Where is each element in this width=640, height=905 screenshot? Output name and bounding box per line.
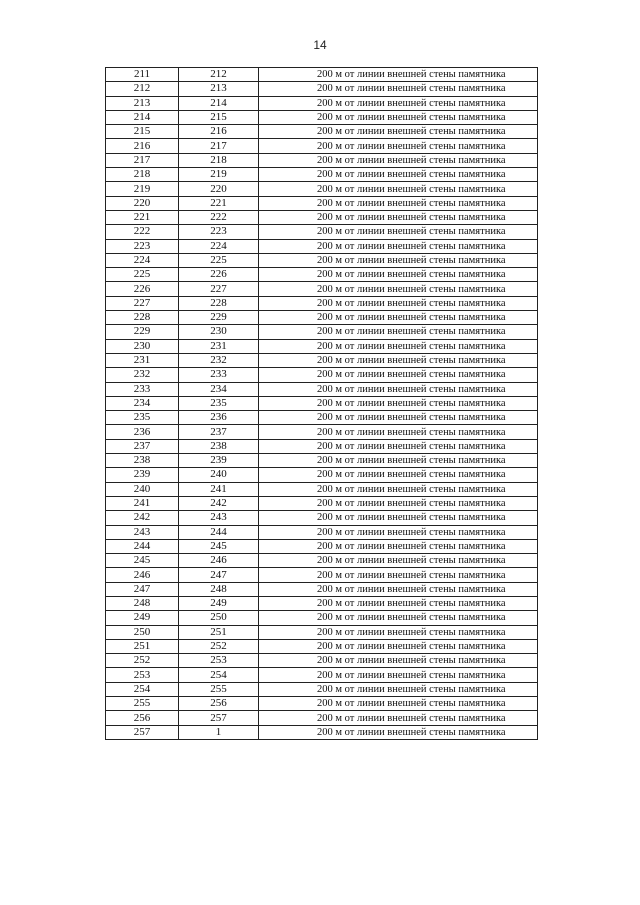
- table-row: [106, 153, 538, 167]
- table-row: [106, 468, 538, 482]
- point-to-cell: 232: [179, 353, 259, 367]
- distance-cell: 200 м от линии внешней стены памятника: [259, 282, 538, 296]
- table-row: [106, 439, 538, 453]
- point-to-cell: 247: [179, 568, 259, 582]
- point-from-cell: 221: [106, 210, 179, 224]
- point-from-cell: 236: [106, 425, 179, 439]
- point-to-cell: 254: [179, 668, 259, 682]
- table-row: [106, 368, 538, 382]
- distance-cell: 200 м от линии внешней стены памятника: [259, 554, 538, 568]
- point-to-cell: 248: [179, 582, 259, 596]
- table-row: [106, 582, 538, 596]
- point-to-cell: 214: [179, 96, 259, 110]
- point-to-cell: 216: [179, 125, 259, 139]
- distance-cell: 200 м от линии внешней стены памятника: [259, 96, 538, 110]
- point-from-cell: 227: [106, 296, 179, 310]
- table-row: [106, 282, 538, 296]
- point-to-cell: 1: [179, 725, 259, 739]
- table-row: [106, 325, 538, 339]
- table-row: [106, 725, 538, 739]
- table-row: [106, 68, 538, 82]
- point-from-cell: 216: [106, 139, 179, 153]
- table-row: [106, 253, 538, 267]
- distance-cell: 200 м от линии внешней стены памятника: [259, 711, 538, 725]
- point-to-cell: 234: [179, 382, 259, 396]
- distance-cell: 200 м от линии внешней стены памятника: [259, 296, 538, 310]
- point-from-cell: 243: [106, 525, 179, 539]
- table-row: [106, 511, 538, 525]
- point-to-cell: 238: [179, 439, 259, 453]
- distance-cell: 200 м от линии внешней стены памятника: [259, 611, 538, 625]
- point-to-cell: 231: [179, 339, 259, 353]
- distance-cell: 200 м от линии внешней стены памятника: [259, 182, 538, 196]
- distance-cell: 200 м от линии внешней стены памятника: [259, 654, 538, 668]
- point-from-cell: 212: [106, 82, 179, 96]
- point-from-cell: 213: [106, 96, 179, 110]
- distance-cell: 200 м от линии внешней стены памятника: [259, 325, 538, 339]
- point-from-cell: 214: [106, 110, 179, 124]
- point-to-cell: 228: [179, 296, 259, 310]
- point-from-cell: 242: [106, 511, 179, 525]
- distance-cell: 200 м от линии внешней стены памятника: [259, 582, 538, 596]
- point-from-cell: 237: [106, 439, 179, 453]
- table-row: [106, 482, 538, 496]
- distance-cell: 200 м от линии внешней стены памятника: [259, 125, 538, 139]
- distance-cell: 200 м от линии внешней стены памятника: [259, 239, 538, 253]
- table-row: [106, 125, 538, 139]
- distance-cell: 200 м от линии внешней стены памятника: [259, 311, 538, 325]
- distance-cell: 200 м от линии внешней стены памятника: [259, 110, 538, 124]
- point-from-cell: 247: [106, 582, 179, 596]
- distance-cell: 200 м от линии внешней стены памятника: [259, 353, 538, 367]
- table-row: [106, 425, 538, 439]
- point-from-cell: 245: [106, 554, 179, 568]
- point-to-cell: 223: [179, 225, 259, 239]
- table-row: [106, 539, 538, 553]
- point-from-cell: 217: [106, 153, 179, 167]
- table-row: [106, 625, 538, 639]
- distance-cell: 200 м от линии внешней стены памятника: [259, 425, 538, 439]
- table-row: [106, 496, 538, 510]
- table-row: [106, 611, 538, 625]
- point-from-cell: 256: [106, 711, 179, 725]
- point-from-cell: 251: [106, 639, 179, 653]
- table-row: [106, 311, 538, 325]
- point-to-cell: 217: [179, 139, 259, 153]
- point-to-cell: 251: [179, 625, 259, 639]
- point-to-cell: 237: [179, 425, 259, 439]
- table-row: [106, 596, 538, 610]
- point-from-cell: 239: [106, 468, 179, 482]
- point-to-cell: 255: [179, 682, 259, 696]
- boundary-points-table: [105, 67, 538, 740]
- distance-cell: 200 м от линии внешней стены памятника: [259, 225, 538, 239]
- distance-cell: 200 м от линии внешней стены памятника: [259, 153, 538, 167]
- point-to-cell: 241: [179, 482, 259, 496]
- point-from-cell: 232: [106, 368, 179, 382]
- distance-cell: 200 м от линии внешней стены памятника: [259, 468, 538, 482]
- point-from-cell: 235: [106, 411, 179, 425]
- distance-cell: 200 м от линии внешней стены памятника: [259, 368, 538, 382]
- table-row: [106, 268, 538, 282]
- point-from-cell: 254: [106, 682, 179, 696]
- distance-cell: 200 м от линии внешней стены памятника: [259, 596, 538, 610]
- point-to-cell: 218: [179, 153, 259, 167]
- distance-cell: 200 м от линии внешней стены памятника: [259, 539, 538, 553]
- point-from-cell: 241: [106, 496, 179, 510]
- distance-cell: 200 м от линии внешней стены памятника: [259, 725, 538, 739]
- point-from-cell: 253: [106, 668, 179, 682]
- point-from-cell: 220: [106, 196, 179, 210]
- distance-cell: 200 м от линии внешней стены памятника: [259, 210, 538, 224]
- table-row: [106, 82, 538, 96]
- table-row: [106, 697, 538, 711]
- table-row: [106, 296, 538, 310]
- table-row: [106, 339, 538, 353]
- point-from-cell: 219: [106, 182, 179, 196]
- table-row: [106, 668, 538, 682]
- distance-cell: 200 м от линии внешней стены памятника: [259, 339, 538, 353]
- point-to-cell: 220: [179, 182, 259, 196]
- point-to-cell: 246: [179, 554, 259, 568]
- point-to-cell: 236: [179, 411, 259, 425]
- distance-cell: 200 м от линии внешней стены памятника: [259, 496, 538, 510]
- point-to-cell: 227: [179, 282, 259, 296]
- point-from-cell: 246: [106, 568, 179, 582]
- point-from-cell: 228: [106, 311, 179, 325]
- distance-cell: 200 м от линии внешней стены памятника: [259, 668, 538, 682]
- table-row: [106, 396, 538, 410]
- distance-cell: 200 м от линии внешней стены памятника: [259, 639, 538, 653]
- table-row: [106, 225, 538, 239]
- point-from-cell: 233: [106, 382, 179, 396]
- point-from-cell: 234: [106, 396, 179, 410]
- table-row: [106, 711, 538, 725]
- point-to-cell: 229: [179, 311, 259, 325]
- table-row: [106, 454, 538, 468]
- point-to-cell: 243: [179, 511, 259, 525]
- point-from-cell: 218: [106, 168, 179, 182]
- distance-cell: 200 м от линии внешней стены памятника: [259, 682, 538, 696]
- distance-cell: 200 м от линии внешней стены памятника: [259, 82, 538, 96]
- table-row: [106, 682, 538, 696]
- table-row: [106, 525, 538, 539]
- table-row: [106, 382, 538, 396]
- distance-cell: 200 м от линии внешней стены памятника: [259, 411, 538, 425]
- point-to-cell: 221: [179, 196, 259, 210]
- point-from-cell: 225: [106, 268, 179, 282]
- point-from-cell: 224: [106, 253, 179, 267]
- point-from-cell: 229: [106, 325, 179, 339]
- point-to-cell: 226: [179, 268, 259, 282]
- distance-cell: 200 м от линии внешней стены памятника: [259, 454, 538, 468]
- distance-cell: 200 м от линии внешней стены памятника: [259, 196, 538, 210]
- distance-cell: 200 м от линии внешней стены памятника: [259, 525, 538, 539]
- distance-cell: 200 м от линии внешней стены памятника: [259, 68, 538, 82]
- point-to-cell: 215: [179, 110, 259, 124]
- point-to-cell: 253: [179, 654, 259, 668]
- page-number: 14: [313, 38, 327, 52]
- table-body: [106, 68, 538, 740]
- table-row: [106, 353, 538, 367]
- point-from-cell: 231: [106, 353, 179, 367]
- point-to-cell: 257: [179, 711, 259, 725]
- table-row: [106, 110, 538, 124]
- point-to-cell: 245: [179, 539, 259, 553]
- table-row: [106, 96, 538, 110]
- distance-cell: 200 м от линии внешней стены памятника: [259, 168, 538, 182]
- point-from-cell: 226: [106, 282, 179, 296]
- point-to-cell: 239: [179, 454, 259, 468]
- point-to-cell: 235: [179, 396, 259, 410]
- table-row: [106, 196, 538, 210]
- table-row: [106, 554, 538, 568]
- point-from-cell: 248: [106, 596, 179, 610]
- point-to-cell: 244: [179, 525, 259, 539]
- point-to-cell: 252: [179, 639, 259, 653]
- point-from-cell: 255: [106, 697, 179, 711]
- point-from-cell: 240: [106, 482, 179, 496]
- distance-cell: 200 м от линии внешней стены памятника: [259, 382, 538, 396]
- distance-cell: 200 м от линии внешней стены памятника: [259, 396, 538, 410]
- table-row: [106, 182, 538, 196]
- point-from-cell: 257: [106, 725, 179, 739]
- point-from-cell: 250: [106, 625, 179, 639]
- distance-cell: 200 м от линии внешней стены памятника: [259, 697, 538, 711]
- distance-cell: 200 м от линии внешней стены памятника: [259, 439, 538, 453]
- table-row: [106, 139, 538, 153]
- distance-cell: 200 м от линии внешней стены памятника: [259, 482, 538, 496]
- point-to-cell: 240: [179, 468, 259, 482]
- distance-cell: 200 м от линии внешней стены памятника: [259, 625, 538, 639]
- point-from-cell: 223: [106, 239, 179, 253]
- table-row: [106, 654, 538, 668]
- table-row: [106, 568, 538, 582]
- point-to-cell: 222: [179, 210, 259, 224]
- table-row: [106, 168, 538, 182]
- point-from-cell: 230: [106, 339, 179, 353]
- distance-cell: 200 м от линии внешней стены памятника: [259, 139, 538, 153]
- point-from-cell: 238: [106, 454, 179, 468]
- table-row: [106, 639, 538, 653]
- point-from-cell: 249: [106, 611, 179, 625]
- point-to-cell: 225: [179, 253, 259, 267]
- point-to-cell: 250: [179, 611, 259, 625]
- point-from-cell: 222: [106, 225, 179, 239]
- point-from-cell: 215: [106, 125, 179, 139]
- point-to-cell: 213: [179, 82, 259, 96]
- point-to-cell: 256: [179, 697, 259, 711]
- table-row: [106, 239, 538, 253]
- point-to-cell: 224: [179, 239, 259, 253]
- point-from-cell: 211: [106, 68, 179, 82]
- distance-cell: 200 м от линии внешней стены памятника: [259, 511, 538, 525]
- point-to-cell: 233: [179, 368, 259, 382]
- distance-cell: 200 м от линии внешней стены памятника: [259, 253, 538, 267]
- point-to-cell: 249: [179, 596, 259, 610]
- distance-cell: 200 м от линии внешней стены памятника: [259, 268, 538, 282]
- table-row: [106, 411, 538, 425]
- point-to-cell: 230: [179, 325, 259, 339]
- point-from-cell: 244: [106, 539, 179, 553]
- point-to-cell: 219: [179, 168, 259, 182]
- point-from-cell: 252: [106, 654, 179, 668]
- point-to-cell: 212: [179, 68, 259, 82]
- distance-cell: 200 м от линии внешней стены памятника: [259, 568, 538, 582]
- point-to-cell: 242: [179, 496, 259, 510]
- table-row: [106, 210, 538, 224]
